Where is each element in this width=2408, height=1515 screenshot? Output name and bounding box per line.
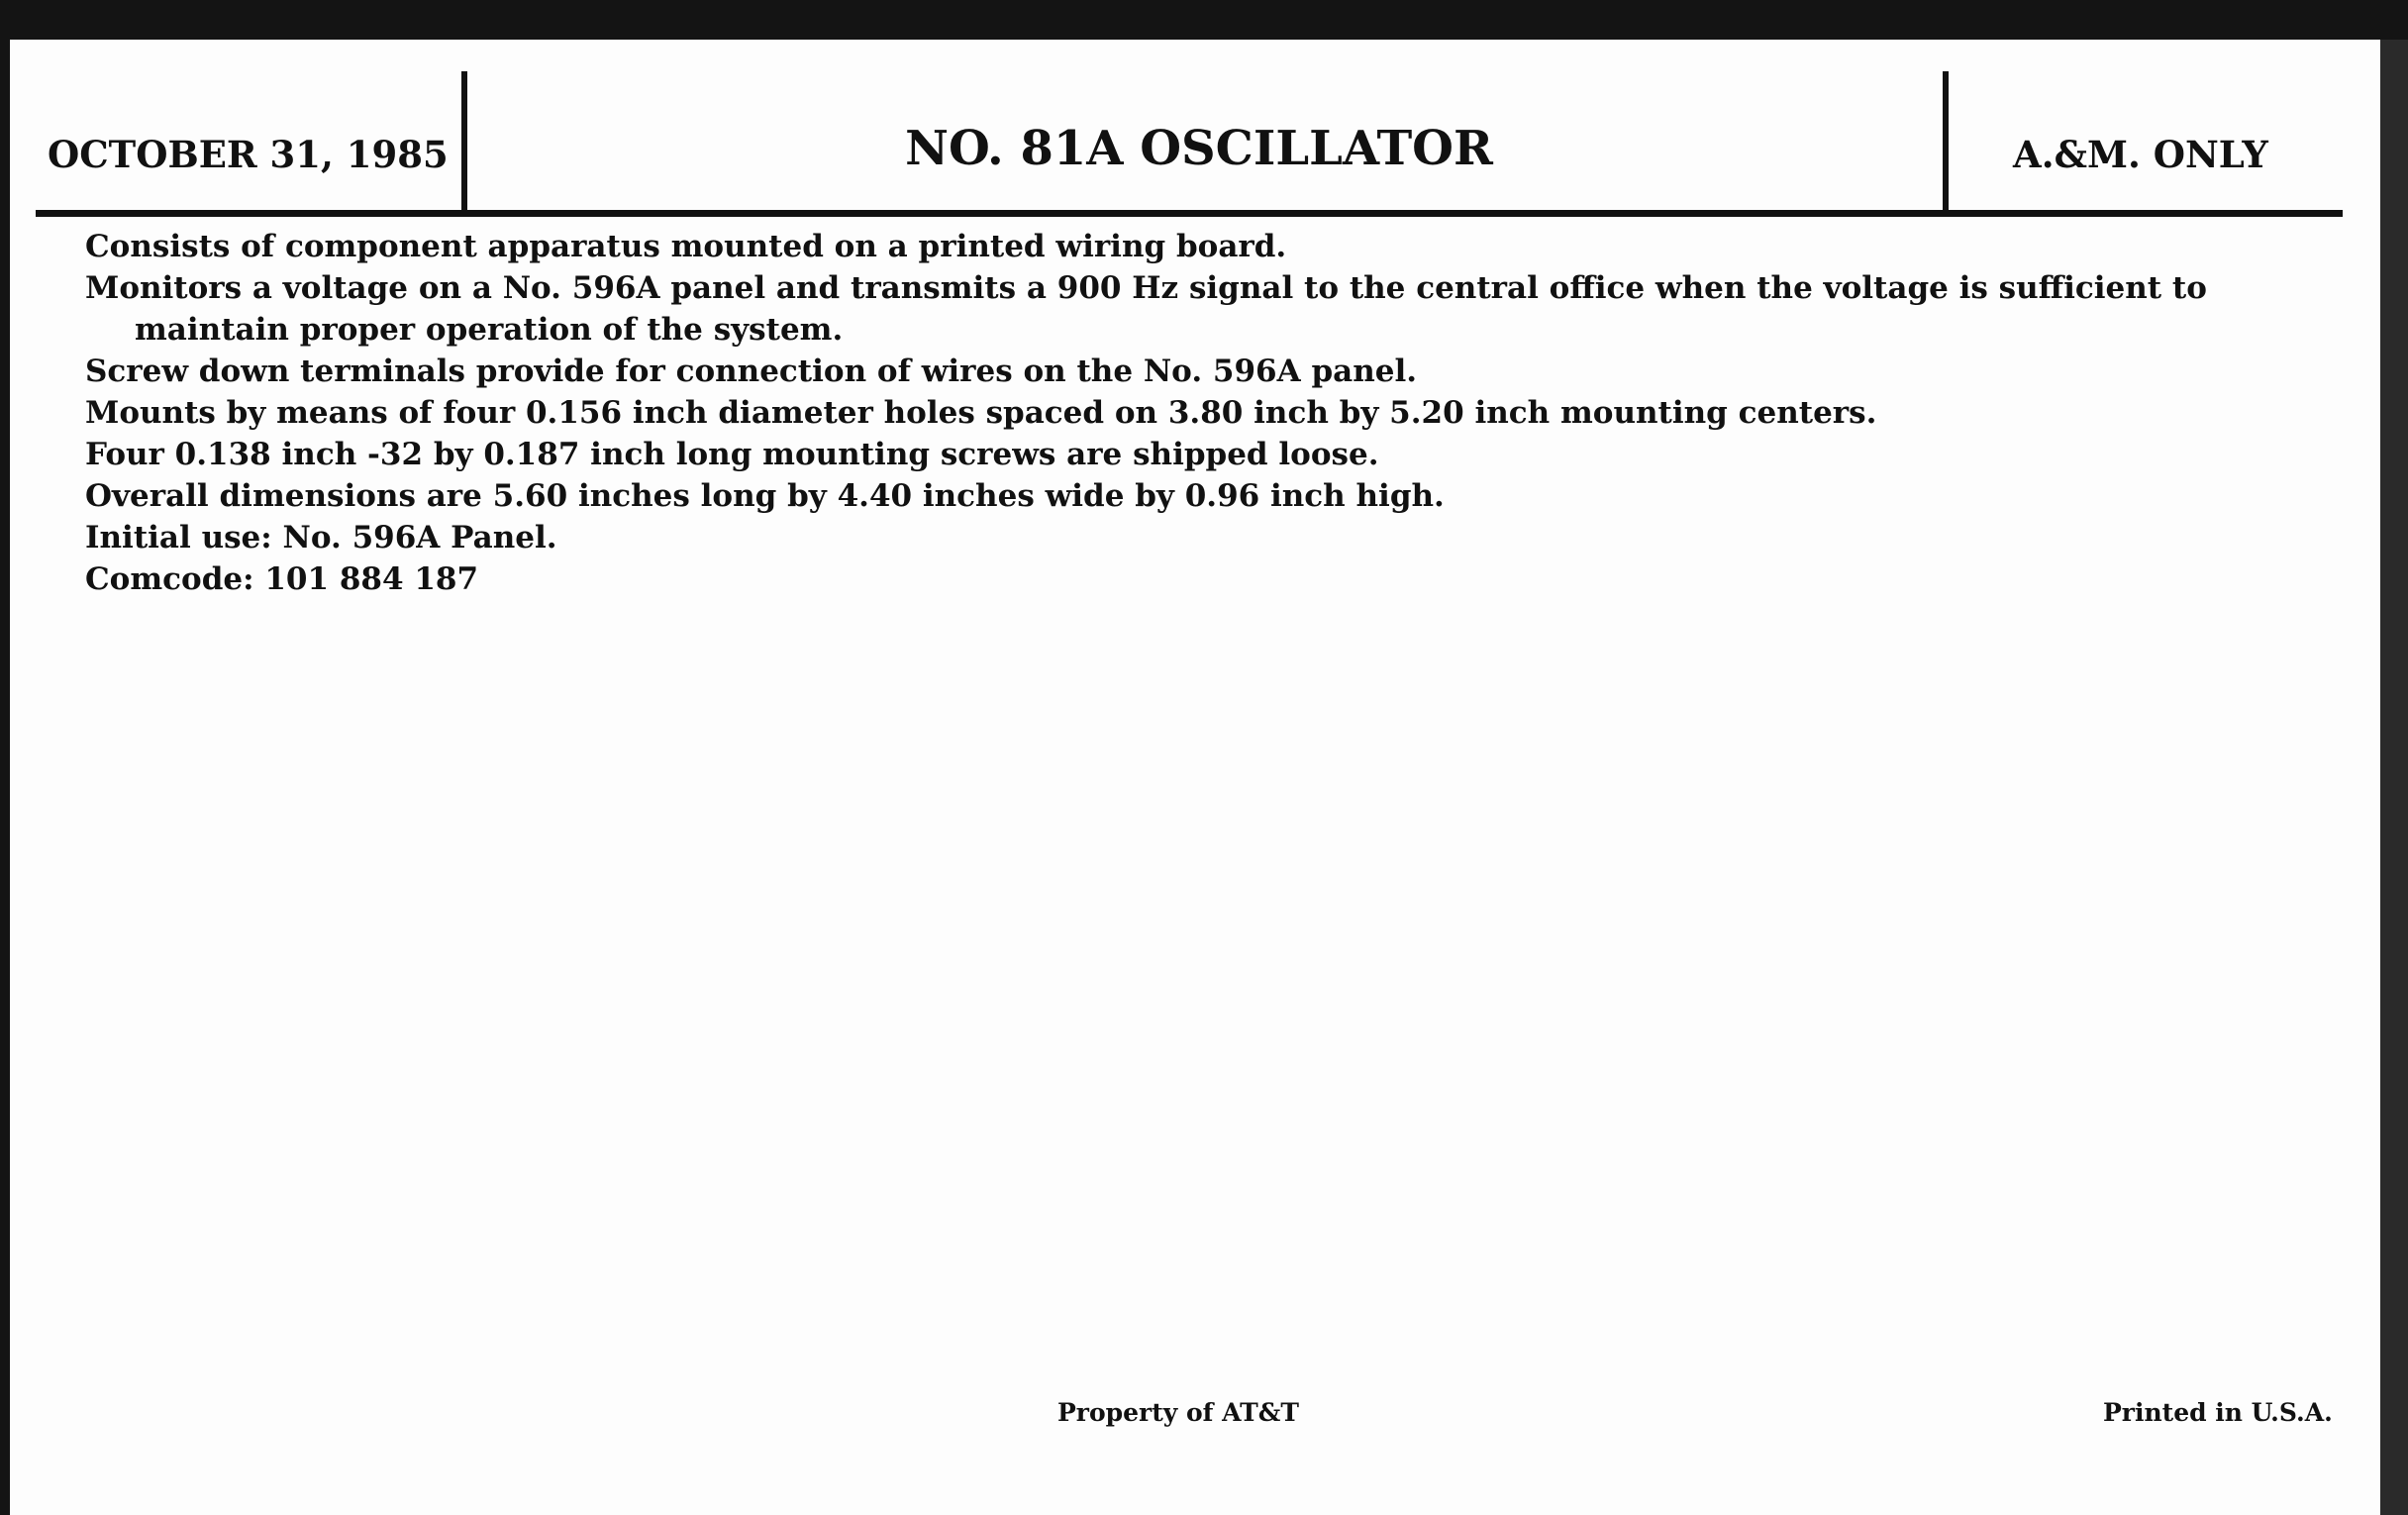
description-line: Monitors a voltage on a No. 596A panel and transmits a 900 Hz signal to the central office when the voltage is sufficient to maintain proper operation of the system. <box>85 270 2207 348</box>
header-band <box>36 55 2343 200</box>
description-line: Screw down terminals provide for connection of wires on the No. 596A panel. <box>85 354 1418 389</box>
document-card <box>10 40 2380 1515</box>
description-line: Four 0.138 inch -32 by 0.187 inch long mounting screws are shipped loose. <box>85 437 1379 472</box>
scan-edge <box>2380 40 2408 1515</box>
distribution-label: A.&M. ONLY <box>2013 133 2268 176</box>
description-line: Overall dimensions are 5.60 inches long by 4.40 inches wide by 0.96 inch high. <box>85 478 1445 514</box>
header-divider-right <box>1943 71 1949 212</box>
description-body <box>85 226 2313 600</box>
document-title-text: NO. 81A OSCILLATOR <box>905 121 1493 176</box>
document-title <box>36 121 2343 176</box>
description-line: Consists of component apparatus mounted on a printed wiring board. <box>85 229 1287 264</box>
description-line: Mounts by means of four 0.156 inch diameter holes spaced on 3.80 inch by 5.20 inch mounting centers. <box>85 395 1877 431</box>
printed-notice: Printed in U.S.A. <box>2103 1398 2333 1427</box>
property-notice: Property of AT&T <box>1057 1398 1299 1427</box>
document-date: OCTOBER 31, 1985 <box>48 133 449 176</box>
description-line: Initial use: No. 596A Panel. <box>85 520 557 556</box>
description-line: Comcode: 101 884 187 <box>85 561 479 597</box>
header-underline <box>36 210 2343 217</box>
